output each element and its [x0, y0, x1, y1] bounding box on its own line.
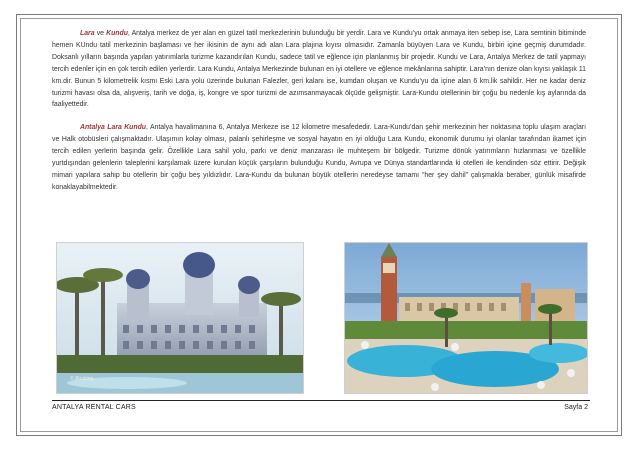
photo-watermark: © Booking: [70, 376, 94, 382]
paragraph-antalya-lara-kundu: [52, 122, 586, 193]
footer-divider: [52, 400, 590, 401]
hotel-photo-left: [56, 242, 304, 394]
footer-page-number: Sayfa 2: [564, 404, 588, 411]
document-body: [52, 28, 586, 205]
hotel-photo-right: [344, 242, 588, 394]
paragraph-lara-kundu: [52, 28, 586, 111]
footer-company-name: ANTALYA RENTAL CARS: [52, 404, 136, 411]
hotel-castle-illustration: [57, 243, 303, 393]
connector-text: ve: [94, 30, 107, 37]
term-antalya-lara-kundu: Antalya Lara Kundu: [80, 124, 147, 132]
paragraph-2-body: , Antalya havalimanına 6, Antalya Merkeze ise 12 kilometre mesafededir. Lara-Kundu’dan şehir merkezinin her noktasına toplu ulaşım araçları ve Halk otobüsleri çalışmaktadır. Ulaşımın kolay olması, palanlı şehirleşme ve sosyal hayatın en iyi olduğu Lara Kundu, ekonomik durumu iyi olanlar tarafından ikamet için tercih edilen yerlerin başında gelir. Özellikle Lara sahil yolu, parkı ve deniz manzarası ile muhteşem bir bölgedir. Turizme dönük yatırımların hızlanması ve özellikle yurtdışından gelenlerin taleplerini karşılamak üzere kurulan küçük çarşıların bulunduğu Kundu, Avrupa ve Dünya standartlarında ki otelleri ile kendinden söz ettirir. Değişik mimari yapılara sahip bu otellerin bir çoğu beş yıldızlıdır. Lara-Kundu da bulunan büyük otellerin neredeyse tamamı “her şey dahil” çalışmakla beraber, günlük misafirde konaklayabilmektedir.: [52, 124, 587, 191]
term-kundu: Kundu: [106, 30, 128, 37]
term-lara: Lara: [80, 30, 95, 37]
paragraph-1-body: , Antalya merkez de yer alan en güzel tatil merkezlerinin bulunduğu bir yerdir. Lara ve Kundu’yu ortak anmaya iten sebep ise, Lara semtinin bitiminde hemen KUndu tatil merkezinin başlaması ve her ikisinin de aynı adı alan Lara plajına kıyısı olmasıdır. Zamanla büyüyen Lara ve Kundu, birbiri içine geçmiş durumdadır. Doksanlı yılların başında yapılan yatırımlarla turizme kazandırılan Kundu, sadece tatil ve eğlence için planlanmış bir projedir. Kundu ve Lara, Antalya Merkez de tatil yapmayı tercih edenler için en çok tercih edilen yerlerdir. Lara Kundu, Antalya Merkezinde bulunan en iyi otellere ve eğlence mekânlarına sahiptir. Lara’nın denize olan kıyısı yaklaşık 11 km.dir. Bunun 5 kilometrelik kısmı Eski Lara yolu üzerinde bulunan Falezler, geri kalanı ise, kumdan oluşan ve Kundu’yu da içine alan 6 km.lik sahildir. Her ne kadar deniz turizmi havası olsa da, alışveriş, tarih ve doğa, iş, kongre ve spor turizmi de azımsanmayacak ölçüde gelişmiştir. Lara-Kundu otellerinin bir çoğu bu nedenle kış aylarında da faaliyettedir.: [52, 30, 586, 109]
hotel-pools-illustration: [345, 243, 587, 393]
